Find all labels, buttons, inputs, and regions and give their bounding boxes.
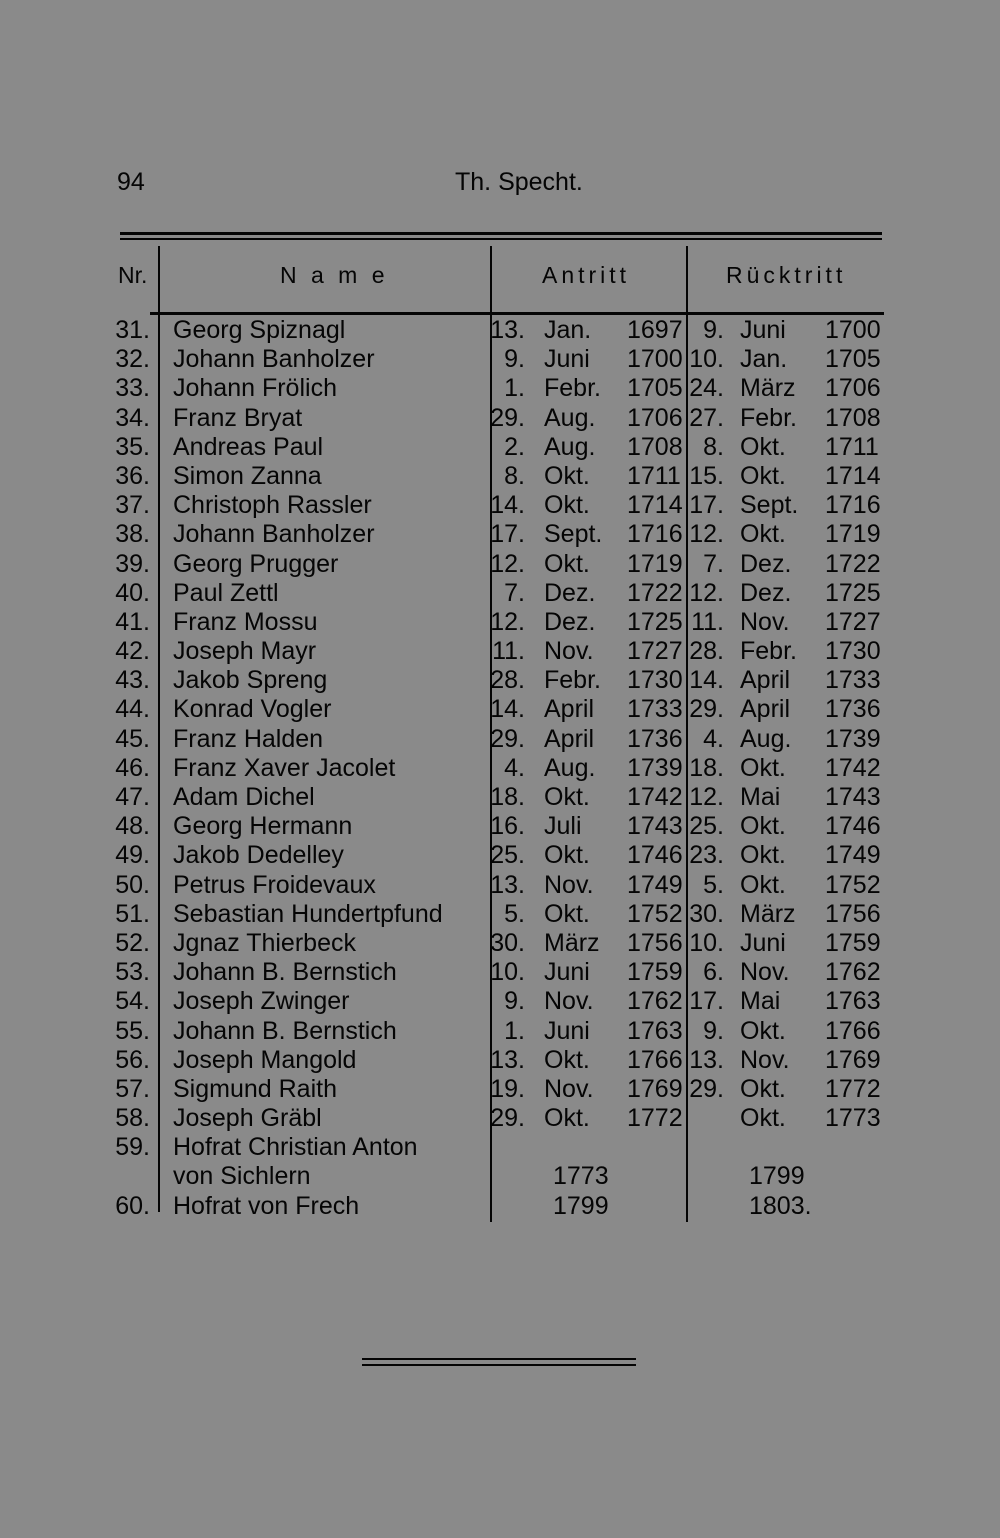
entry-name: Franz Bryat bbox=[173, 403, 303, 432]
ruecktritt-month: Okt. bbox=[740, 520, 786, 549]
entry-name: von Sichlern bbox=[173, 1162, 311, 1191]
ruecktritt-day: 6. bbox=[703, 958, 724, 987]
table-row bbox=[0, 754, 1000, 783]
ruecktritt-day: 8. bbox=[703, 432, 724, 461]
ruecktritt-year: 1716 bbox=[825, 491, 881, 520]
ruecktritt-day: 13. bbox=[689, 1045, 724, 1074]
antritt-month: Febr. bbox=[544, 374, 601, 403]
table-row bbox=[0, 1104, 1000, 1133]
antritt-month: Juni bbox=[544, 1016, 590, 1045]
antritt-day: 12. bbox=[490, 607, 525, 636]
antritt-day: 19. bbox=[490, 1074, 525, 1103]
ruecktritt-month: März bbox=[740, 374, 796, 403]
ruecktritt-day: 18. bbox=[689, 753, 724, 782]
page-number: 94 bbox=[117, 168, 145, 196]
entry-name: Franz Mossu bbox=[173, 607, 318, 636]
antritt-year: 1773 bbox=[553, 1162, 609, 1191]
ruecktritt-month: Okt. bbox=[740, 1016, 786, 1045]
antritt-month: Dez. bbox=[544, 607, 596, 636]
table-row bbox=[0, 812, 1000, 841]
entry-number: 57. bbox=[115, 1074, 150, 1103]
ruecktritt-month: Nov. bbox=[740, 1045, 790, 1074]
entry-name: Joseph Zwinger bbox=[173, 987, 350, 1016]
ruecktritt-month: Juni bbox=[740, 928, 786, 957]
entry-name: Joseph Mayr bbox=[173, 637, 317, 666]
antritt-day: 7. bbox=[504, 578, 525, 607]
ruecktritt-month: Nov. bbox=[740, 607, 790, 636]
antritt-day: 12. bbox=[490, 549, 525, 578]
ruecktritt-day: 7. bbox=[703, 549, 724, 578]
ruecktritt-day: 4. bbox=[703, 724, 724, 753]
table-row bbox=[0, 1017, 1000, 1046]
antritt-month: Aug. bbox=[544, 753, 596, 782]
ruecktritt-day: 27. bbox=[689, 403, 724, 432]
table-row bbox=[0, 1133, 1000, 1162]
ruecktritt-day: 10. bbox=[689, 928, 724, 957]
ruecktritt-year: 1773 bbox=[825, 1104, 881, 1133]
antritt-day: 25. bbox=[490, 841, 525, 870]
header-antritt: Antritt bbox=[542, 262, 631, 288]
ruecktritt-year: 1705 bbox=[825, 345, 881, 374]
entry-number: 49. bbox=[115, 841, 150, 870]
antritt-day: 11. bbox=[492, 637, 525, 666]
top-rule-thick bbox=[120, 232, 882, 235]
entry-number: 59. bbox=[115, 1133, 150, 1162]
entry-number: 55. bbox=[115, 1016, 150, 1045]
antritt-month: Okt. bbox=[544, 549, 590, 578]
antritt-year: 1746 bbox=[627, 841, 683, 870]
entry-name: Jakob Dedelley bbox=[173, 841, 344, 870]
table-row bbox=[0, 725, 1000, 754]
entry-name: Johann Banholzer bbox=[173, 520, 375, 549]
table-row bbox=[0, 1075, 1000, 1104]
antritt-day: 16. bbox=[490, 812, 525, 841]
ruecktritt-month: Febr. bbox=[740, 403, 797, 432]
antritt-month: Okt. bbox=[544, 899, 590, 928]
ruecktritt-day: 12. bbox=[689, 578, 724, 607]
table-row bbox=[0, 871, 1000, 900]
entry-name: Andreas Paul bbox=[173, 432, 324, 461]
entry-name: Paul Zettl bbox=[173, 578, 279, 607]
entry-number: 53. bbox=[115, 958, 150, 987]
antritt-year: 1763 bbox=[627, 1016, 683, 1045]
ruecktritt-day: 12. bbox=[689, 520, 724, 549]
entry-name: Johann Banholzer bbox=[173, 345, 375, 374]
ruecktritt-month: Mai bbox=[740, 987, 781, 1016]
entry-number: 47. bbox=[115, 783, 150, 811]
entry-number: 42. bbox=[115, 637, 150, 666]
antritt-day: 30. bbox=[490, 928, 525, 957]
ruecktritt-year: 1727 bbox=[825, 607, 881, 636]
entry-name: Joseph Gräbl bbox=[173, 1104, 322, 1133]
ruecktritt-year: 1742 bbox=[825, 753, 881, 782]
antritt-month: Nov. bbox=[544, 1074, 594, 1103]
antritt-day: 10. bbox=[490, 958, 525, 987]
ruecktritt-day: 17. bbox=[689, 491, 724, 520]
running-title: Th. Specht. bbox=[455, 168, 583, 196]
ruecktritt-month: April bbox=[740, 695, 791, 724]
ruecktritt-month: Okt. bbox=[740, 812, 786, 841]
antritt-year: 1799 bbox=[553, 1191, 609, 1220]
table-row bbox=[0, 462, 1000, 491]
ruecktritt-month: Okt. bbox=[740, 753, 786, 782]
table-row bbox=[0, 550, 1000, 579]
antritt-year: 1716 bbox=[627, 520, 683, 549]
ruecktritt-year: 1769 bbox=[825, 1045, 881, 1074]
ruecktritt-year: 1803. bbox=[749, 1191, 812, 1220]
ruecktritt-month: Dez. bbox=[740, 549, 792, 578]
ruecktritt-day: 29. bbox=[689, 1074, 724, 1103]
antritt-year: 1742 bbox=[627, 783, 683, 811]
antritt-day: 1. bbox=[504, 1016, 525, 1045]
entry-name: Jakob Spreng bbox=[173, 666, 328, 695]
ruecktritt-day: 9. bbox=[703, 316, 724, 344]
table-row bbox=[0, 987, 1000, 1016]
entry-name: Sebastian Hundertpfund bbox=[173, 899, 443, 928]
antritt-month: Nov. bbox=[544, 987, 594, 1016]
antritt-year: 1706 bbox=[627, 403, 683, 432]
ruecktritt-day: 12. bbox=[689, 783, 724, 811]
ruecktritt-day: 30. bbox=[689, 899, 724, 928]
ruecktritt-day: 25. bbox=[689, 812, 724, 841]
entry-number: 44. bbox=[115, 695, 150, 724]
antritt-month: Okt. bbox=[544, 1104, 590, 1133]
antritt-day: 29. bbox=[490, 403, 525, 432]
antritt-year: 1752 bbox=[627, 899, 683, 928]
antritt-year: 1725 bbox=[627, 607, 683, 636]
entry-number: 43. bbox=[115, 666, 150, 695]
header-name: N a m e bbox=[280, 262, 389, 288]
ruecktritt-day: 9. bbox=[703, 1016, 724, 1045]
antritt-year: 1711 bbox=[627, 461, 681, 490]
table-row bbox=[0, 958, 1000, 987]
table-row bbox=[0, 433, 1000, 462]
page-header bbox=[0, 168, 1000, 202]
antritt-month: Jan. bbox=[544, 316, 592, 344]
ruecktritt-year: 1762 bbox=[825, 958, 881, 987]
entry-number: 51. bbox=[115, 899, 150, 928]
antritt-year: 1719 bbox=[627, 549, 683, 578]
entry-number: 39. bbox=[115, 549, 150, 578]
antritt-day: 17. bbox=[490, 520, 525, 549]
entry-name: Georg Spiznagl bbox=[173, 316, 346, 344]
antritt-month: Okt. bbox=[544, 783, 590, 811]
entry-name: Franz Xaver Jacolet bbox=[173, 753, 396, 782]
antritt-day: 29. bbox=[490, 724, 525, 753]
antritt-month: Nov. bbox=[544, 637, 594, 666]
antritt-month: Okt. bbox=[544, 841, 590, 870]
antritt-year: 1743 bbox=[627, 812, 683, 841]
entry-name: Joseph Mangold bbox=[173, 1045, 357, 1074]
antritt-day: 4. bbox=[504, 753, 525, 782]
entry-name: Johann B. Bernstich bbox=[173, 1016, 397, 1045]
table-row bbox=[0, 316, 1000, 345]
table-row bbox=[0, 579, 1000, 608]
ruecktritt-month: Mai bbox=[740, 783, 781, 811]
ruecktritt-year: 1739 bbox=[825, 724, 881, 753]
antritt-year: 1722 bbox=[627, 578, 683, 607]
entry-name: Johann Frölich bbox=[173, 374, 337, 403]
ruecktritt-year: 1749 bbox=[825, 841, 881, 870]
antritt-month: März bbox=[544, 928, 600, 957]
antritt-day: 14. bbox=[490, 695, 525, 724]
antritt-day: 8. bbox=[504, 461, 525, 490]
ruecktritt-year: 1733 bbox=[825, 666, 881, 695]
ruecktritt-day: 29. bbox=[689, 695, 724, 724]
table-row bbox=[0, 841, 1000, 870]
header-rule bbox=[150, 312, 884, 315]
antritt-year: 1772 bbox=[627, 1104, 683, 1133]
table-row bbox=[0, 608, 1000, 637]
antritt-month: Febr. bbox=[544, 666, 601, 695]
register-table bbox=[0, 316, 1000, 1221]
ruecktritt-year: 1700 bbox=[825, 316, 881, 344]
entry-name: Sigmund Raith bbox=[173, 1074, 337, 1103]
antritt-day: 1. bbox=[504, 374, 525, 403]
footer-rule-2 bbox=[362, 1364, 636, 1366]
ruecktritt-day: 28. bbox=[689, 637, 724, 666]
header-ruecktritt: Rücktritt bbox=[726, 262, 847, 288]
antritt-year: 1697 bbox=[627, 316, 683, 344]
entry-name: Konrad Vogler bbox=[173, 695, 332, 724]
ruecktritt-day: 11. bbox=[691, 607, 724, 636]
antritt-day: 9. bbox=[504, 345, 525, 374]
entry-name: Petrus Froidevaux bbox=[173, 870, 376, 899]
ruecktritt-year: 1708 bbox=[825, 403, 881, 432]
ruecktritt-day: 23. bbox=[689, 841, 724, 870]
table-row bbox=[0, 929, 1000, 958]
ruecktritt-year: 1763 bbox=[825, 987, 881, 1016]
table-row bbox=[0, 374, 1000, 403]
entry-name: Franz Halden bbox=[173, 724, 324, 753]
antritt-month: Aug. bbox=[544, 403, 596, 432]
ruecktritt-year: 1719 bbox=[825, 520, 881, 549]
antritt-year: 1769 bbox=[627, 1074, 683, 1103]
ruecktritt-year: 1725 bbox=[825, 578, 881, 607]
entry-number: 33. bbox=[115, 374, 150, 403]
antritt-day: 13. bbox=[490, 316, 525, 344]
ruecktritt-day: 10. bbox=[689, 345, 724, 374]
antritt-year: 1705 bbox=[627, 374, 683, 403]
antritt-day: 28. bbox=[490, 666, 525, 695]
antritt-year: 1730 bbox=[627, 666, 683, 695]
entry-number: 38. bbox=[115, 520, 150, 549]
entry-number: 54. bbox=[115, 987, 150, 1016]
antritt-month: April bbox=[544, 724, 595, 753]
ruecktritt-month: Okt. bbox=[740, 870, 786, 899]
ruecktritt-month: Nov. bbox=[740, 958, 790, 987]
table-row bbox=[0, 404, 1000, 433]
entry-number: 41. bbox=[115, 607, 150, 636]
entry-number: 34. bbox=[115, 403, 150, 432]
entry-number: 58. bbox=[115, 1104, 150, 1133]
ruecktritt-month: Juni bbox=[740, 316, 786, 344]
antritt-month: Okt. bbox=[544, 491, 590, 520]
entry-name: Christoph Rassler bbox=[173, 491, 372, 520]
entry-number: 50. bbox=[115, 870, 150, 899]
ruecktritt-year: 1746 bbox=[825, 812, 881, 841]
antritt-month: Juni bbox=[544, 958, 590, 987]
antritt-year: 1708 bbox=[627, 432, 683, 461]
antritt-year: 1762 bbox=[627, 987, 683, 1016]
entry-number: 31. bbox=[115, 316, 150, 344]
antritt-month: Juli bbox=[544, 812, 582, 841]
entry-name: Simon Zanna bbox=[173, 461, 322, 490]
ruecktritt-year: 1772 bbox=[825, 1074, 881, 1103]
ruecktritt-year: 1730 bbox=[825, 637, 881, 666]
table-row bbox=[0, 900, 1000, 929]
entry-number: 60. bbox=[115, 1191, 150, 1220]
entry-number: 35. bbox=[115, 432, 150, 461]
ruecktritt-day: 24. bbox=[689, 374, 724, 403]
ruecktritt-month: Aug. bbox=[740, 724, 792, 753]
antritt-day: 13. bbox=[490, 1045, 525, 1074]
ruecktritt-year: 1711 bbox=[825, 432, 879, 461]
entry-name: Hofrat von Frech bbox=[173, 1191, 360, 1220]
entry-number: 36. bbox=[115, 461, 150, 490]
ruecktritt-day: 5. bbox=[703, 870, 724, 899]
antritt-year: 1727 bbox=[627, 637, 683, 666]
antritt-year: 1766 bbox=[627, 1045, 683, 1074]
ruecktritt-month: Okt. bbox=[740, 461, 786, 490]
antritt-year: 1733 bbox=[627, 695, 683, 724]
antritt-day: 29. bbox=[490, 1104, 525, 1133]
table-row bbox=[0, 520, 1000, 549]
entry-number: 45. bbox=[115, 724, 150, 753]
table-row bbox=[0, 695, 1000, 724]
table-row bbox=[0, 491, 1000, 520]
antritt-day: 9. bbox=[504, 987, 525, 1016]
table-row bbox=[0, 666, 1000, 695]
antritt-year: 1756 bbox=[627, 928, 683, 957]
ruecktritt-year: 1759 bbox=[825, 928, 881, 957]
antritt-month: Juni bbox=[544, 345, 590, 374]
entry-name: Johann B. Bernstich bbox=[173, 958, 397, 987]
entry-number: 48. bbox=[115, 812, 150, 841]
ruecktritt-year: 1756 bbox=[825, 899, 881, 928]
ruecktritt-year: 1743 bbox=[825, 783, 881, 811]
antritt-year: 1736 bbox=[627, 724, 683, 753]
ruecktritt-year: 1752 bbox=[825, 870, 881, 899]
antritt-year: 1759 bbox=[627, 958, 683, 987]
ruecktritt-month: März bbox=[740, 899, 796, 928]
entry-name: Jgnaz Thierbeck bbox=[173, 928, 356, 957]
entry-number: 56. bbox=[115, 1045, 150, 1074]
antritt-year: 1714 bbox=[627, 491, 683, 520]
ruecktritt-month: Okt. bbox=[740, 432, 786, 461]
table-row bbox=[0, 1046, 1000, 1075]
entry-number: 46. bbox=[115, 753, 150, 782]
antritt-day: 2. bbox=[504, 432, 525, 461]
ruecktritt-month: Jan. bbox=[740, 345, 788, 374]
entry-number: 37. bbox=[115, 491, 150, 520]
entry-name: Georg Prugger bbox=[173, 549, 339, 578]
entry-number: 52. bbox=[115, 928, 150, 957]
antritt-month: Nov. bbox=[544, 870, 594, 899]
ruecktritt-day: 17. bbox=[689, 987, 724, 1016]
ruecktritt-year: 1714 bbox=[825, 461, 881, 490]
ruecktritt-month: Sept. bbox=[740, 491, 799, 520]
ruecktritt-month: Febr. bbox=[740, 637, 797, 666]
ruecktritt-year: 1736 bbox=[825, 695, 881, 724]
table-row bbox=[0, 637, 1000, 666]
ruecktritt-year: 1799 bbox=[749, 1162, 805, 1191]
antritt-month: Sept. bbox=[544, 520, 603, 549]
ruecktritt-month: Okt. bbox=[740, 1074, 786, 1103]
antritt-day: 14. bbox=[490, 491, 525, 520]
table-row bbox=[0, 345, 1000, 374]
ruecktritt-day: 14. bbox=[689, 666, 724, 695]
antritt-month: Dez. bbox=[544, 578, 596, 607]
entry-number: 40. bbox=[115, 578, 150, 607]
footer-rule-1 bbox=[362, 1358, 636, 1360]
ruecktritt-month: Okt. bbox=[740, 841, 786, 870]
antritt-month: Aug. bbox=[544, 432, 596, 461]
antritt-month: April bbox=[544, 695, 595, 724]
antritt-month: Okt. bbox=[544, 1045, 590, 1074]
table-row bbox=[0, 1162, 1000, 1191]
ruecktritt-month: April bbox=[740, 666, 791, 695]
antritt-day: 18. bbox=[490, 783, 525, 811]
top-rule-thin bbox=[120, 238, 882, 240]
ruecktritt-day: 15. bbox=[689, 461, 724, 490]
header-nr: Nr. bbox=[118, 262, 148, 288]
antritt-month: Okt. bbox=[544, 461, 590, 490]
antritt-year: 1700 bbox=[627, 345, 683, 374]
entry-name: Georg Hermann bbox=[173, 812, 353, 841]
antritt-year: 1749 bbox=[627, 870, 683, 899]
ruecktritt-year: 1722 bbox=[825, 549, 881, 578]
antritt-day: 13. bbox=[490, 870, 525, 899]
ruecktritt-month: Okt. bbox=[740, 1104, 786, 1133]
entry-number: 32. bbox=[115, 345, 150, 374]
ruecktritt-year: 1706 bbox=[825, 374, 881, 403]
antritt-year: 1739 bbox=[627, 753, 683, 782]
entry-name: Adam Dichel bbox=[173, 783, 315, 811]
entry-name: Hofrat Christian Anton bbox=[173, 1133, 418, 1162]
antritt-day: 5. bbox=[504, 899, 525, 928]
ruecktritt-month: Dez. bbox=[740, 578, 792, 607]
table-row bbox=[0, 1192, 1000, 1221]
table-row bbox=[0, 783, 1000, 812]
ruecktritt-year: 1766 bbox=[825, 1016, 881, 1045]
